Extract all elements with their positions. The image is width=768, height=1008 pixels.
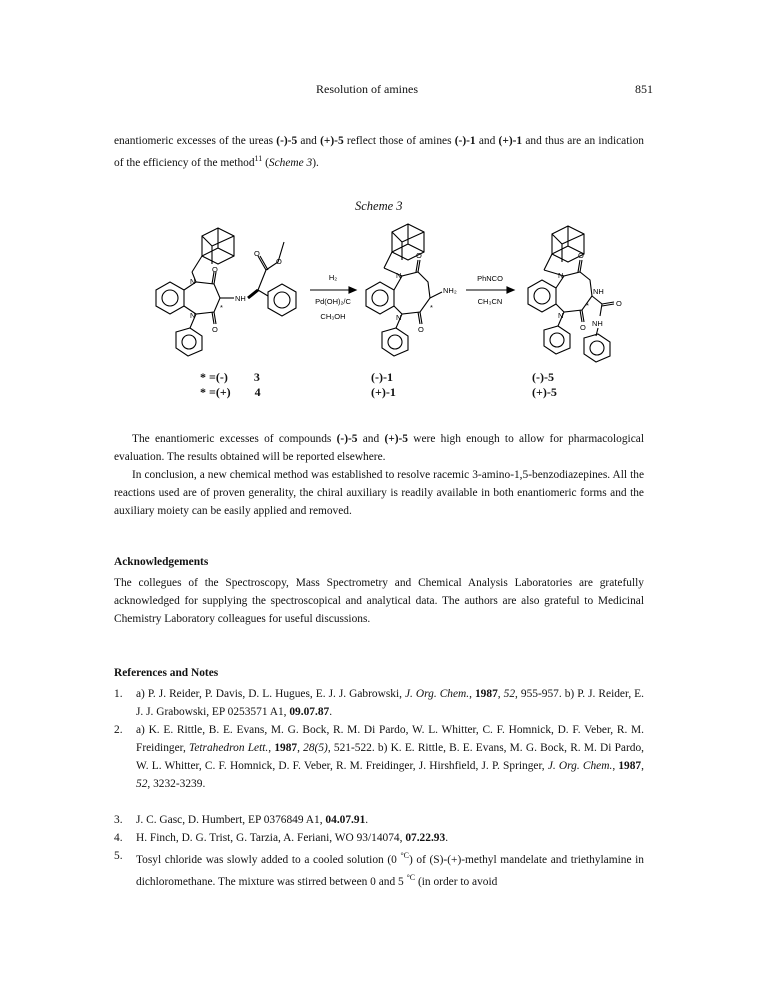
scheme-title: Scheme 3 — [355, 199, 403, 213]
label-n-2: N — [190, 311, 196, 320]
reference-1: 1. a) P. J. Reider, P. Davis, D. L. Hugues, E. J. J. Gabrowski, J. Org. Chem., 1987, 52, 955-957. b) P. J. Reider, E. J. J. Grabowski, EP 0253571 A1, 09.07.87. — [114, 688, 644, 718]
compound-labels-left — [200, 370, 290, 400]
page-number: 851 — [635, 82, 653, 96]
label-n-1: N — [190, 277, 196, 286]
reference-2: 2. a) K. E. Rittle, B. E. Evans, M. G. Bock, R. M. Di Pardo, W. L. Whitter, C. F. Homnick, D. F. Veber, R. M. Freidinger, Tetrahedron Lett., 1987, 28(5), 521-522. b) K. E. Rittle, B. E. Evans, M. G. Bock, R. M. Di Pardo, W. L. Whitter, C. F. Homnick, D. F. Veber, R. M. Freidinger, J. Hirshfield, J. P. Springer, J. Org. Chem., 1987, 52, 3232-3239. — [114, 724, 644, 790]
label-star-2: * — [430, 303, 433, 312]
compound-3-structure — [156, 228, 296, 356]
acknowledgements-text: The collegues of the Spectroscopy, Mass Spectrometry and Chemical Analysis Laboratories are gratefully acknowledged for supplying the spectroscopical and analytical data. The authors are also grateful to Medicinal Chemistry Laboratory colleagues for useful discussions. — [114, 577, 644, 625]
label-nh-1: NH — [235, 294, 246, 303]
intro-paragraph: enantiomeric excesses of the ureas (-)-5 and (+)-5 reflect those of amines (-)-1 and (+)-1 and thus are an indication of the efficiency of the method$^{11}$ (Scheme 3). — [114, 135, 644, 169]
label-nh-3: NH — [592, 319, 603, 328]
label-n-6: N — [558, 311, 564, 320]
reference-5: 5. Tosyl chloride was slowly added to a cooled solution (0 $^{^\circ C}$) of (S)-(+)-methyl mandelate and triethylamine in dichloromethane. The mixture was stirred between 0 and 5 $^{^\circ C}$ (in order to avoid — [114, 850, 644, 888]
compound-4-number: 4 — [254, 385, 261, 399]
reagent-2-1: PhNCO — [477, 274, 503, 283]
label-o-4: O — [276, 257, 282, 266]
compound-labels-mid — [371, 370, 396, 400]
reagent-1-1: H₂ — [328, 273, 338, 282]
label-star-3: * — [586, 301, 589, 310]
compound-minus-1: (-)-1 — [371, 370, 393, 384]
compound-3-number: 3 — [253, 370, 260, 384]
reagent-1-3: CH₃OH — [320, 312, 346, 321]
label-n-4: N — [396, 313, 402, 322]
label-nh-2: NH — [593, 287, 604, 296]
compound-4-stereo: * =(+) — [200, 385, 231, 399]
reaction-scheme — [140, 220, 630, 380]
label-o-3: O — [254, 249, 260, 258]
compound-minus-5: (-)-5 — [532, 370, 554, 384]
label-o-7: O — [578, 251, 584, 260]
label-n-5: N — [558, 271, 564, 280]
reagent-2-2: CH₃CN — [477, 297, 503, 306]
compound-3-stereo: * =(-) — [200, 370, 228, 384]
label-nh2: NH₂ — [443, 286, 457, 295]
label-o-5: O — [416, 251, 422, 260]
label-o-9: O — [616, 299, 622, 308]
label-o-2: O — [212, 325, 218, 334]
reference-4: 4. H. Finch, D. G. Trist, G. Tarzia, A. Feriani, WO 93/14074, 07.22.93. — [114, 832, 449, 844]
reference-3: 3. J. C. Gasc, D. Humbert, EP 0376849 A1, 04.07.91. — [114, 814, 369, 826]
label-o-8: O — [580, 323, 586, 332]
label-o-6: O — [418, 325, 424, 334]
results-paragraph: The enantiomeric excesses of compounds (-)-5 and (+)-5 were high enough to allow for pharmacological evaluation. The results obtained will be reported elsewhere. — [114, 433, 644, 463]
compound-1-structure — [366, 224, 442, 356]
running-title: Resolution of amines — [316, 82, 418, 96]
label-n-3: N — [396, 271, 402, 280]
references-heading: References and Notes — [114, 667, 219, 679]
label-o-1: O — [212, 265, 218, 274]
reagent-1-2: Pd(OH)₂/C — [315, 297, 351, 306]
conclusion-paragraph: In conclusion, a new chemical method was established to resolve racemic 3-amino-1,5-benzodiazepines. All the reactions used are of proven generality, the chiral auxiliary is readily available in both enantiomeric forms and the auxiliary moiety can be easily applied and removed. — [114, 469, 644, 517]
label-star-1: * — [220, 303, 223, 312]
compound-plus-1: (+)-1 — [371, 385, 396, 399]
compound-labels-right — [532, 370, 557, 400]
acknowledgements-heading: Acknowledgements — [114, 556, 209, 568]
compound-plus-5: (+)-5 — [532, 385, 557, 399]
